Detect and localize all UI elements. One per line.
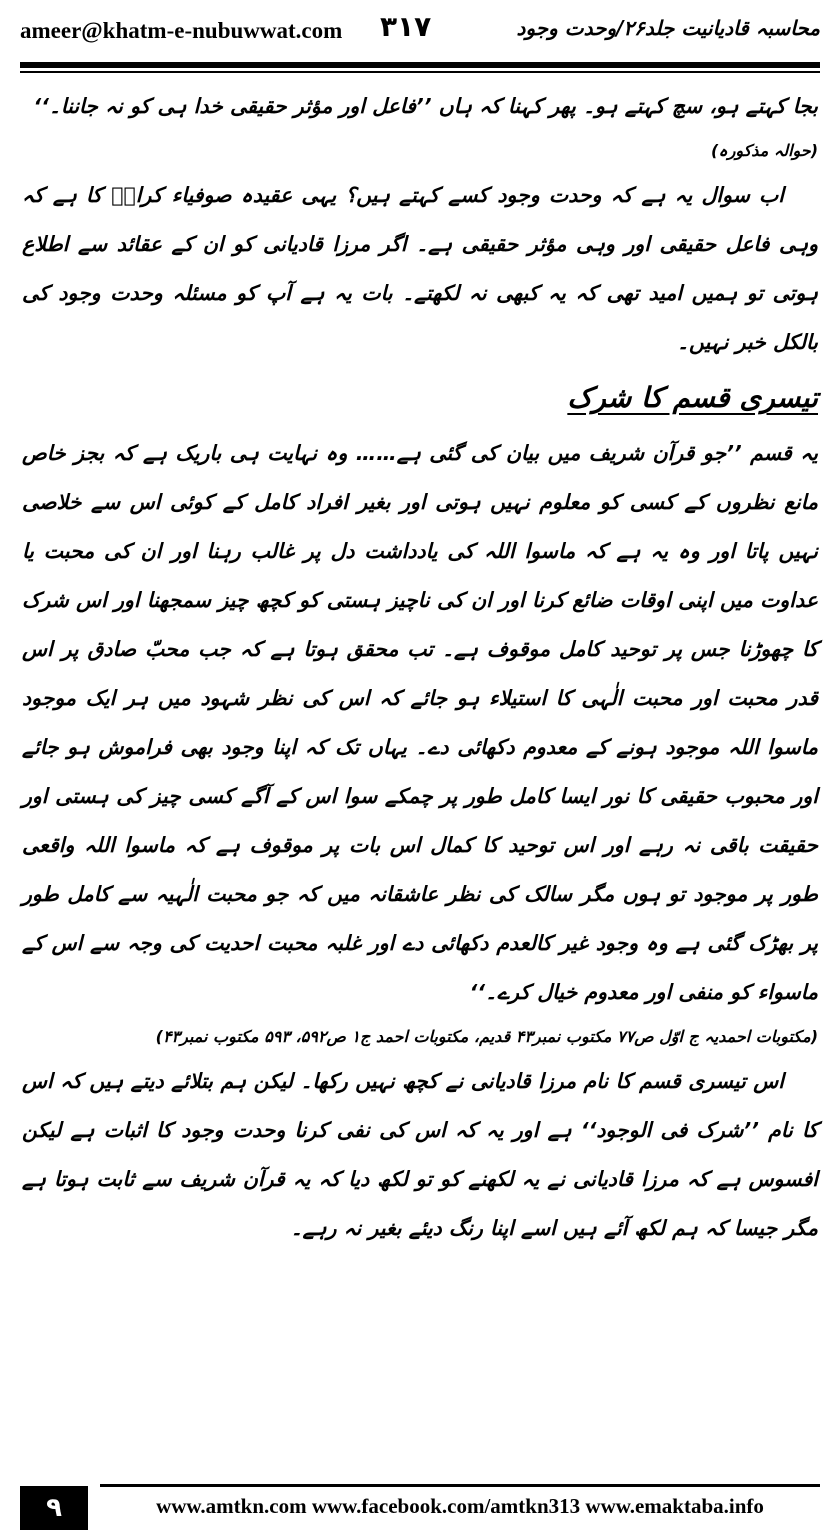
page-body xyxy=(22,82,818,1462)
footer-links: www.amtkn.com www.facebook.com/amtkn313 www.emaktaba.info xyxy=(156,1494,764,1518)
header-email: ameer@khatm-e-nubuwwat.com xyxy=(20,18,343,43)
section-heading: تیسری قسم کا شرک xyxy=(567,381,818,414)
header-book-title: محاسبہ قادیانیت جلد۲۶/وحدت وجود xyxy=(516,16,820,40)
paragraph-2: یہ قسم ’’جو قرآن شریف میں بیان کی گئی ہے…… وہ نہایت ہی باریک ہے کہ بجز خاص مانع نظروں کے کسی کو معلوم نہیں ہوتی اور بغیر افراد کامل کے کوئی اس سے خلاصی نہیں پاتا اور وہ یہ ہے کہ ماسوا اللہ کی یادداشت دل پر غالب رہنا اور ان کی محبت یا عداوت میں اپنی اوقات ضائع کرنا اور ان کی ناچیز ہستی کو کچھ چیز سمجھنا اور اس شرک کا چھوڑنا جس پر توحید کامل موقوف ہے۔ تب محقق ہوتا ہے کہ جب محبّ صادق پر اس قدر محبت اور محبت الٰہی کا استیلاء ہو جائے کہ اس کی نظر شہود میں ہر ایک موجود ماسوا اللہ موجود ہونے کے معدوم دکھائی دے۔ یہاں تک کہ اپنا وجود بھی فراموش ہو جائے اور محبوب حقیقی کا نور ایسا کامل طور پر چمکے سوا اس کے آگے کسی چیز کی ہستی اور حقیقت باقی نہ رہے اور اس توحید کا کمال اس بات پر موقوف ہے کہ ماسوا اللہ واقعی طور پر موجود تو ہوں مگر سالک کی نظر عاشقانہ میں کہ جو محبت الٰہیہ سے کامل طور پر بھڑک گئی ہے وہ وجود غیر کالعدم دکھائی دے اور غلبہ محبت احدیت کی وجہ سے اس کے ماسواء کو منفی اور معدوم خیال کرے۔‘‘ xyxy=(22,441,818,1004)
paragraph-3: اس تیسری قسم کا نام مرزا قادیانی نے کچھ نہیں رکھا۔ لیکن ہم بتلائے دیتے ہیں کہ اس کا نام ’’شرک فی الوجود‘‘ ہے اور یہ کہ اس کی نفی کرنا وحدت وجود کا اثبات ہے لیکن افسوس ہے کہ مرزا قادیانی نے یہ لکھنے کو تو لکھ دیا کہ یہ قرآن شریف سے ثابت ہوتا ہے مگر جیسا کہ ہم لکھ آئے ہیں اسے اپنا رنگ دیئے بغیر نہ رہے۔ xyxy=(22,1069,818,1240)
page-footer xyxy=(0,1480,840,1540)
header-page-number: ۳۱۷ xyxy=(380,10,432,43)
page-header xyxy=(0,0,840,62)
header-rule-thin xyxy=(20,71,820,73)
footer-rule xyxy=(100,1484,820,1487)
reference-2: (مکتوبات احمدیہ ج اوّل ص۷۷ مکتوب نمبر۴۳ قدیم، مکتوبات احمد ج۱ ص۵۹۲، ۵۹۳ مکتوب نمبر۴۳) xyxy=(155,1027,818,1046)
reference-1: (حوالہ مذکورہ) xyxy=(711,141,818,160)
footer-page-number: ۹ xyxy=(20,1486,88,1530)
paragraph-1: اب سوال یہ ہے کہ وحدت وجود کسے کہتے ہیں؟ یہی عقیدہ صوفیاء کرامؒ کا ہے کہ وہی فاعل حقیقی اور وہی مؤثر حقیقی ہے۔ اگر مرزا قادیانی کو ان کے عقائد سے اطلاع ہوتی تو ہمیں امید تھی کہ یہ کبھی نہ لکھتے۔ بات یہ ہے آپ کو مسئلہ وحدت وجود کی بالکل خبر نہیں۔ xyxy=(22,183,818,354)
quote-line-1: بجا کہتے ہو، سچ کہتے ہو۔ پھر کہنا کہ ہاں ’’فاعل اور مؤثر حقیقی خدا ہی کو نہ جاننا۔‘‘ xyxy=(33,94,818,118)
header-rule-thick xyxy=(20,62,820,68)
